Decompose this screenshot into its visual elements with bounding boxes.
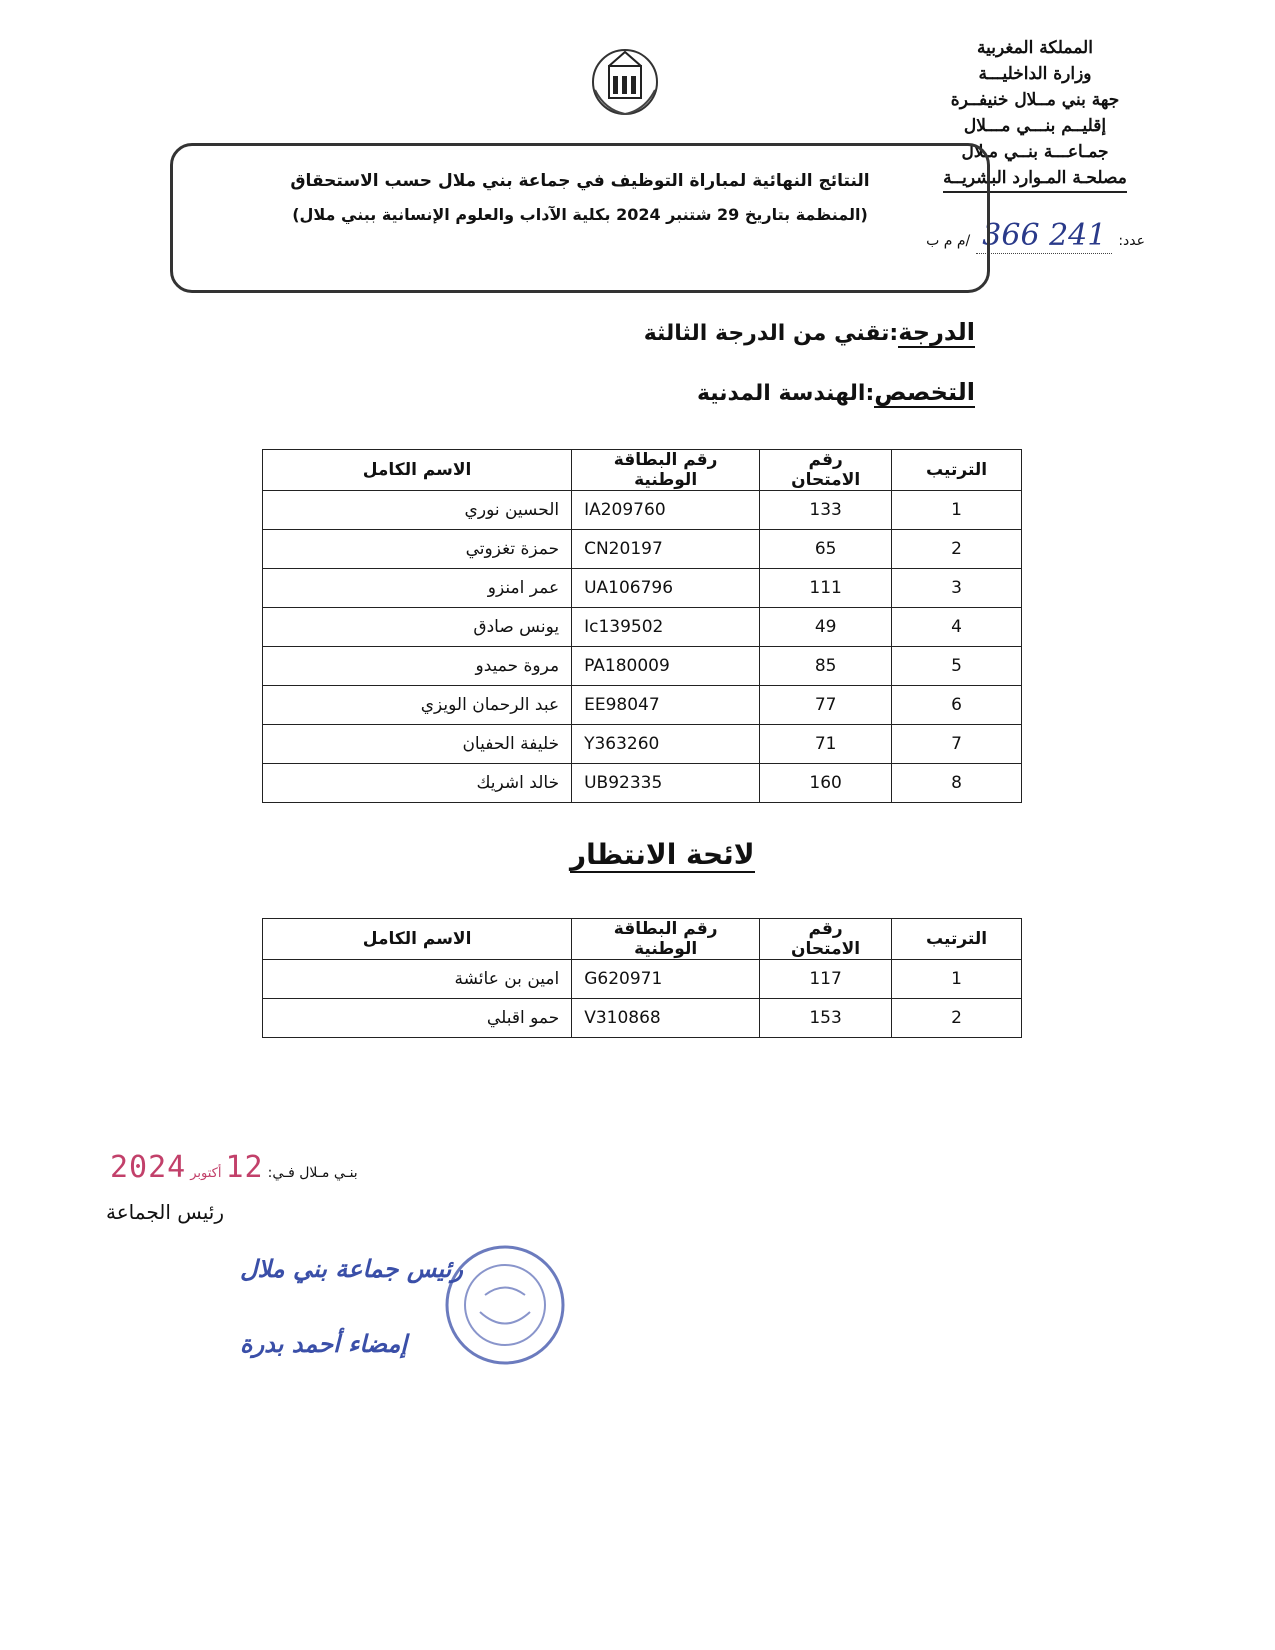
- table-row: [263, 999, 1022, 1038]
- exam-cell: 65: [760, 530, 892, 569]
- name-cell: حمزة تغزوتي: [263, 530, 572, 569]
- cin-cell: V310868: [572, 999, 760, 1038]
- results-table: [262, 449, 1022, 803]
- table-row: [263, 686, 1022, 725]
- rank-cell: 4: [892, 608, 1022, 647]
- header-rank: الترتيب: [892, 919, 1022, 960]
- ref-label: عدد:: [1118, 233, 1145, 249]
- rank-cell: 2: [892, 999, 1022, 1038]
- stamp-year: 2024: [110, 1150, 187, 1185]
- rank-cell: 1: [892, 491, 1022, 530]
- speciality-key: التخصص: [874, 378, 975, 406]
- coat-of-arms-emblem: [585, 40, 665, 120]
- rank-cell: 8: [892, 764, 1022, 803]
- title-line-1: النتائج النهائية لمباراة التوظيف في جماعة بني ملال حسب الاستحقاق: [290, 171, 870, 191]
- name-cell: مروة حميدو: [263, 647, 572, 686]
- exam-cell: 133: [760, 491, 892, 530]
- exam-cell: 117: [760, 960, 892, 999]
- name-cell: عمر امنزو: [263, 569, 572, 608]
- kingdom-text: المملكة المغربية: [977, 38, 1093, 58]
- president-label: رئيس الجماعة: [106, 1200, 224, 1224]
- header-name: الاسم الكامل: [263, 919, 572, 960]
- cin-cell: UB92335: [572, 764, 760, 803]
- official-seal-stamp: [440, 1240, 570, 1370]
- grade-key: الدرجة: [898, 318, 975, 346]
- exam-cell: 77: [760, 686, 892, 725]
- exam-cell: 71: [760, 725, 892, 764]
- waitlist-heading: لائحة الانتظار: [570, 838, 755, 871]
- stamp-day: 12: [225, 1150, 264, 1185]
- rank-cell: 5: [892, 647, 1022, 686]
- rank-cell: 3: [892, 569, 1022, 608]
- rank-cell: 2: [892, 530, 1022, 569]
- rank-cell: 7: [892, 725, 1022, 764]
- header-cin: رقم البطاقة الوطنية: [572, 919, 760, 960]
- signature-name: إمضاء أحمد بدرة: [240, 1330, 408, 1358]
- table-row: [263, 608, 1022, 647]
- stamp-month: أكتوبر: [190, 1166, 222, 1181]
- name-cell: عبد الرحمان الويزي: [263, 686, 572, 725]
- name-cell: خالد اشريك: [263, 764, 572, 803]
- ref-suffix: /م م ب: [926, 233, 971, 249]
- cin-cell: EE98047: [572, 686, 760, 725]
- grade-value: :تقني من الدرجة الثالثة: [643, 321, 899, 346]
- table-row: [263, 647, 1022, 686]
- header-name: الاسم الكامل: [263, 450, 572, 491]
- table-row: [263, 530, 1022, 569]
- cin-cell: PA180009: [572, 647, 760, 686]
- table-row: [263, 725, 1022, 764]
- service-text: مصلحـة المـوارد البشريــة: [943, 165, 1127, 193]
- exam-cell: 160: [760, 764, 892, 803]
- name-cell: الحسين نوري: [263, 491, 572, 530]
- title-line-2: (المنظمة بتاريخ 29 شتنبر 2024 بكلية الآداب والعلوم الإنسانية ببني ملال): [292, 205, 868, 224]
- commune-text: جمـاعـــة بنــي مـلال: [961, 142, 1109, 162]
- speciality-value: :الهندسة المدنية: [696, 381, 875, 406]
- header-cin: رقم البطاقة الوطنية: [572, 450, 760, 491]
- exam-cell: 153: [760, 999, 892, 1038]
- rank-cell: 6: [892, 686, 1022, 725]
- cin-cell: Y363260: [572, 725, 760, 764]
- header-exam: رقم الامتحان: [760, 450, 892, 491]
- province-text: إقليــم بنـــي مـــلال: [963, 116, 1107, 136]
- name-cell: حمو اقبلي: [263, 999, 572, 1038]
- speciality-line: [697, 378, 975, 406]
- rank-cell: 1: [892, 960, 1022, 999]
- cin-cell: Ic139502: [572, 608, 760, 647]
- name-cell: يونس صادق: [263, 608, 572, 647]
- cin-cell: CN20197: [572, 530, 760, 569]
- cin-cell: IA209760: [572, 491, 760, 530]
- name-cell: خليفة الحفيان: [263, 725, 572, 764]
- name-cell: امين بن عائشة: [263, 960, 572, 999]
- cin-cell: UA106796: [572, 569, 760, 608]
- table-row: [263, 491, 1022, 530]
- date-line: [110, 1150, 358, 1185]
- ref-number: 241 366: [976, 218, 1112, 254]
- waitlist-table: [262, 918, 1022, 1038]
- header-rank: الترتيب: [892, 450, 1022, 491]
- table-header-row: [263, 450, 1022, 491]
- ministry-text: وزارة الداخليـــة: [978, 64, 1092, 84]
- table-row: [263, 960, 1022, 999]
- exam-cell: 49: [760, 608, 892, 647]
- place-label: بنـي مـلال فـي:: [267, 1165, 358, 1181]
- exam-cell: 85: [760, 647, 892, 686]
- header-exam: رقم الامتحان: [760, 919, 892, 960]
- region-text: جهة بني مــلال خنيفــرة: [950, 90, 1120, 110]
- table-row: [263, 569, 1022, 608]
- table-header-row: [263, 919, 1022, 960]
- exam-cell: 111: [760, 569, 892, 608]
- grade-line: [644, 318, 975, 346]
- table-row: [263, 764, 1022, 803]
- cin-cell: G620971: [572, 960, 760, 999]
- signature-title: رئيس جماعة بني ملال: [240, 1255, 463, 1283]
- title-box: [170, 143, 990, 293]
